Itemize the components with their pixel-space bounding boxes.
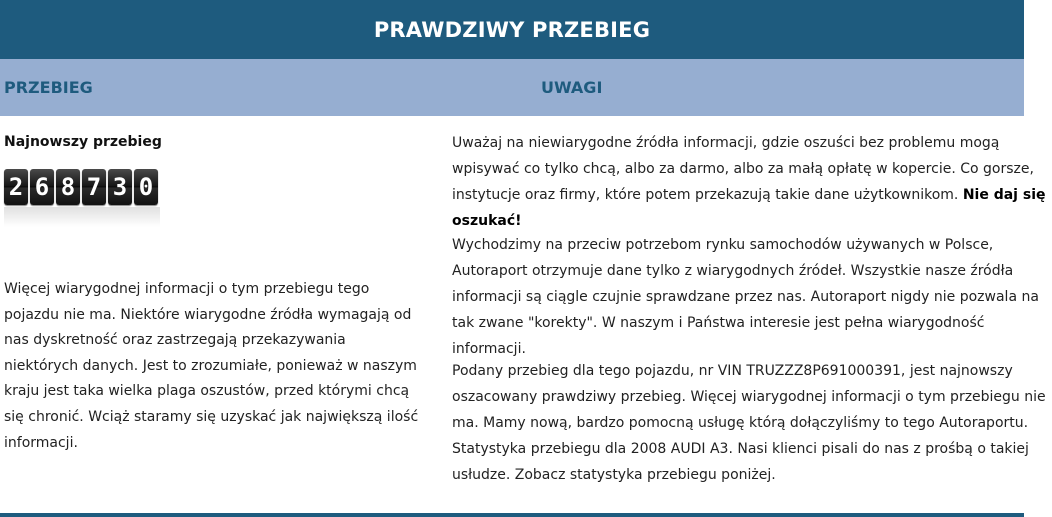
mileage-column-title: PRZEBIEG [4, 78, 93, 97]
latest-mileage-label: Najnowszy przebieg [4, 134, 162, 150]
odometer-digit: 6 [30, 169, 54, 205]
warning-emphasis: Nie daj się oszukać! [452, 187, 1046, 229]
notes-column-title: UWAGI [541, 78, 603, 97]
warning-text: Uważaj na niewiarygodne źródła informacji, gdzie oszuści bez problemu mogą wpisywać co tylko chcą, albo za darmo, albo za małą opłatę w kopercie. Co gorsze, instytucje oraz firmy, które potem przekazują takie dane użytkownikom. [452, 135, 1034, 203]
column-headers [0, 59, 1024, 116]
page-title: PRAWDZIWY PRZEBIEG [373, 17, 651, 42]
odometer-digit: 3 [108, 169, 132, 205]
odometer-digit: 7 [82, 169, 106, 205]
odometer-digit: 0 [134, 169, 158, 205]
page-header [0, 0, 1024, 59]
notes-paragraph-vin: Podany przebieg dla tego pojazdu, nr VIN TRUZZZ8P691000391, jest najnowszy oszacowany prawdziwy przebieg. Więcej wiarygodnej informacji o tym przebiegu nie ma. Mamy nową, bardzo pomocną usługę którą dołączyliśmy to tego Autoraportu. Statystyka przebiegu dla 2008 AUDI A3. Nasi klienci pisali do nas z prośbą o takiej usłudze. Zobacz statystyka przebiegu poniżej. [452, 363, 1046, 483]
odometer-digit: 2 [4, 169, 28, 205]
odometer [4, 169, 158, 205]
mileage-info-text: Więcej wiarygodnej informacji o tym przebiegu tego pojazdu nie ma. Niektóre wiarygodne źródła wymagają od nas dyskretność oraz zastrzegają przekazywania niektórych danych. Jest to zrozumiałe, ponieważ w naszym kraju jest taka wielka plaga oszustów, przed którymi chcą się chronić. Wciąż staramy się uzyskać jak największą ilość informacji. [4, 281, 419, 451]
odometer-digit: 8 [56, 169, 80, 205]
notes-paragraph-warning [452, 130, 1052, 234]
footer-bar [0, 513, 1024, 517]
notes-section [452, 116, 1046, 511]
odometer-reflection [4, 207, 160, 227]
notes-paragraph-sources: Wychodzimy na przeciw potrzebom rynku samochodów używanych w Polsce, Autoraport otrzymuje dane tylko z wiarygodnych źródeł. Wszystkie nasze źródła informacji są ciągle czujnie sprawdzane przez nas. Autoraport nigdy nie pozwala na tak zwane "korekty". W naszym i Państwa interesie jest pełna wiarygodność informacji. [452, 237, 1039, 357]
